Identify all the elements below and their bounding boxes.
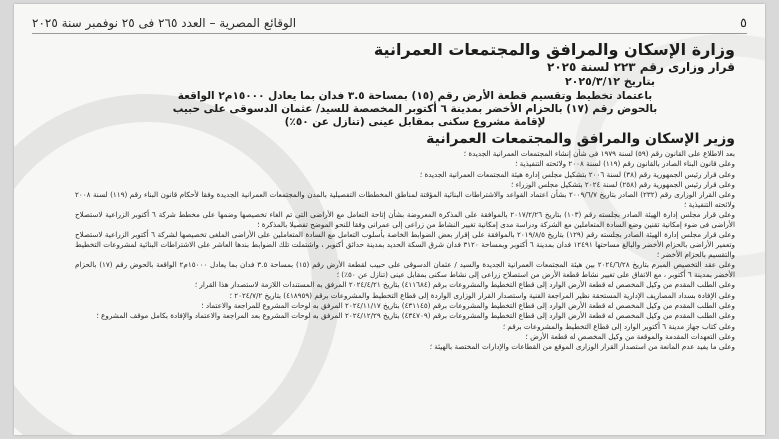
body-paragraph: وعلى التعهدات المقدمة والموقعة من وكيل المخصص له قطعة الأرض ؛ — [525, 331, 735, 341]
body-paragraph: وعلى الطلب المقدم من وكيل المخصص له قطعة الأرض الوارد إلى قطاع التخطيط والمشروعات برقم (٤٣٤٧٠٩) بتاريخ ٢٠٢٤/١٢/٢٩ المرفق به لوحات المشروع بعد المراجعة والاعتماد والإفادة بكامل موقف المشروع ؛ — [96, 311, 735, 321]
subject-line: باعتماد تخطيط وتقسيم قطعة الأرض رقم (١٥) بمساحة ٣.٥ فدان بما يعادل ١٥٠٠٠م٢ الواقعة — [177, 90, 653, 102]
subject-line: بالحوض رقم (١٧) بالحزام الأخضر بمدينة ٦ أكتوبر المخصصة للسيد/ عثمان الدسوقى على حبيب — [172, 103, 658, 115]
body-paragraph: وعلى الطلب المقدم من وكيل المخصص له قطعة الأرض الوارد إلى قطاع التخطيط والمشروعات برقم (٤١١٦٨٤) بتاريخ ٢٠٢٤/٤/٢١ المرفق به المستندات اللازمة لاستصدار هذا القرار ؛ — [194, 280, 735, 290]
body-paragraph: وعلى قرار رئيس الجمهورية رقم (٢٥٨) لسنة ٢٠٢٤ بتشكيل مجلس الوزراء ؛ — [511, 179, 735, 189]
body-paragraph: بعد الاطلاع على القانون رقم (٥٩) لسنة ١٩٧٩ فى شأن إنشاء المجتمعات العمرانية الجديدة ؛ — [463, 149, 735, 158]
decree-subject — [95, 90, 735, 129]
minister-title: وزير الإسكان والمرافق والمجتمعات العمرانية — [426, 131, 735, 147]
body-paragraph: وعلى قرار مجلس إدارة الهيئة الصادر بجلسته رقم (١٠٣) بتاريخ ٢٠١٧/٢/٢٦ بالموافقة على المذكرة المعروضة بشأن إتاحة التعامل مع الأراضى التى تم الغاء تخصيصها وضمها على مخطط شركة ٦ أكتوبر الزراعية لاستصلاح الأراضى فى ضوء إمكانية تقنين وضع السادة المتعاملين مع الشركة ودراسة مدى إمكانية تغيير النشاط من زراعى إلى عمرانى وفقا للنحو الموضح تفصيلا بالمذكرة ؛ — [75, 210, 735, 230]
body-paragraph: وعلى الإفادة بسداد المصاريف الإدارية المستحقة نظير المراجعة الفنية واستصدار القرار الوزارى الواردة إلى قطاع التخطيط والمشروعات برقم (٤١٨٩٥٩) بتاريخ ٢٠٢٤/٧/٢ ؛ — [229, 290, 735, 300]
body-paragraph: وعلى القرار الوزارى رقم (٢٣٢) الصادر بتاريخ ٢٠٠٩/٦/٧ بشأن اعتماد القواعد والاشتراطات البنائية المؤقتة لمناطق المخططات التفصيلية بالمدن والمجتمعات العمرانية الجديدة وفقا لأحكام قانون البناء رقم (١١٩) لسنة ٢٠٠٨ ولائحته التنفيذية ؛ — [75, 190, 735, 209]
body-paragraph: وعلى قرار رئيس الجمهورية رقم (٣٨) لسنة ٢٠٠٦ بتشكيل مجلس إدارة هيئة المجتمعات العمرانية الجديدة ؛ — [419, 169, 735, 179]
body-paragraph: وعلى قانون البناء الصادر بالقانون رقم (١١٩) لسنة ٢٠٠٨ ولائحته التنفيذية ؛ — [515, 159, 735, 169]
body-paragraph: وعلى عقد التخصيص المبرم بتاريخ ٢٠٢٤/٦/٢٨ بين هيئة المجتمعات العمرانية الجديدة والسيد / عثمان الدسوقى على حبيب لقطعة الأرض رقم (١٥) بمساحة ٣.٥ فدان بما يعادل ١٥٠٠٠م٢ الواقعة بالحوض رقم (١٧) بالحزام الأخضر بمدينة ٦ أكتوبر ، مع الاتفاق على تغيير نشاط قطعة الأرض من استصلاح زراعى إلى نشاط سكنى بمقابل عينى (تنازل عن ٥٠٪) ؛ — [75, 260, 735, 280]
subject-line: لإقامة مشروع سكنى بمقابل عينى (تنازل عن ٥٠٪) — [284, 116, 546, 128]
body-paragraph: وعلى الطلب المقدم من وكيل المخصص له قطعة الأرض الوارد إلى قطاع التخطيط والمشروعات برقم (٤٣١١٤٥) بتاريخ ٢٠٢٤/١١/١٧ المرفق به لوحات المشروع للمراجعة والاعتماد ؛ — [201, 300, 735, 310]
issue-line: الوقائع المصرية – العدد ٢٦٥ فى ٢٥ نوفمبر سنة ٢٠٢٥ — [32, 16, 297, 30]
decree-number: قرار وزارى رقم ٢٢٣ لسنة ٢٠٢٥ — [547, 60, 735, 74]
page-number: ٥ — [740, 15, 747, 30]
running-header — [32, 13, 747, 34]
ministry-name: وزارة الإسكان والمرافق والمجتمعات العمرانية — [373, 40, 735, 59]
body-paragraph: وعلى ما يفيد عدم المانعة من استصدار القرار الوزارى الموقع من القطاعات والإدارات المختصة بالهيئة ؛ — [429, 342, 735, 352]
decree-title-block — [115, 40, 735, 89]
decree-date: بتاريخ ٢٠٢٥/٣/١٢ — [564, 75, 655, 88]
gazette-page — [14, 4, 765, 435]
decree-body — [75, 149, 735, 429]
body-paragraph: وعلى قرار مجلس إدارة الهيئة الصادر بجلسته رقم (١٢٩) بتاريخ ٢٠١٩/٨/٥ بالموافقة على إقرار بعض الضوابط الخاصة بأسلوب التعامل مع السادة المتعاملين على الأراضى الملغى تخصيصها لشركة ٦ أكتوبر الزراعية لاستصلاح وتعمير الأراضى بالحزام الأخضر والبالغ مساحتها ١٢٤٩١ فدان بمدينة ٦ أكتوبر وبمساحة ٣١٢٠ فدان شرق السكة الحديد بمدينة حدائق أكتوبر ، واشتملت تلك الضوابط بندها العاشر على الاشتراطات البنائية لمشروعات التخطيط والتقسيم بالحزام الأخضر ؛ — [75, 230, 735, 259]
body-paragraph: وعلى كتاب جهاز مدينة ٦ أكتوبر الوارد إلى قطاع التخطيط والمشروعات برقم ؛ — [502, 321, 735, 331]
